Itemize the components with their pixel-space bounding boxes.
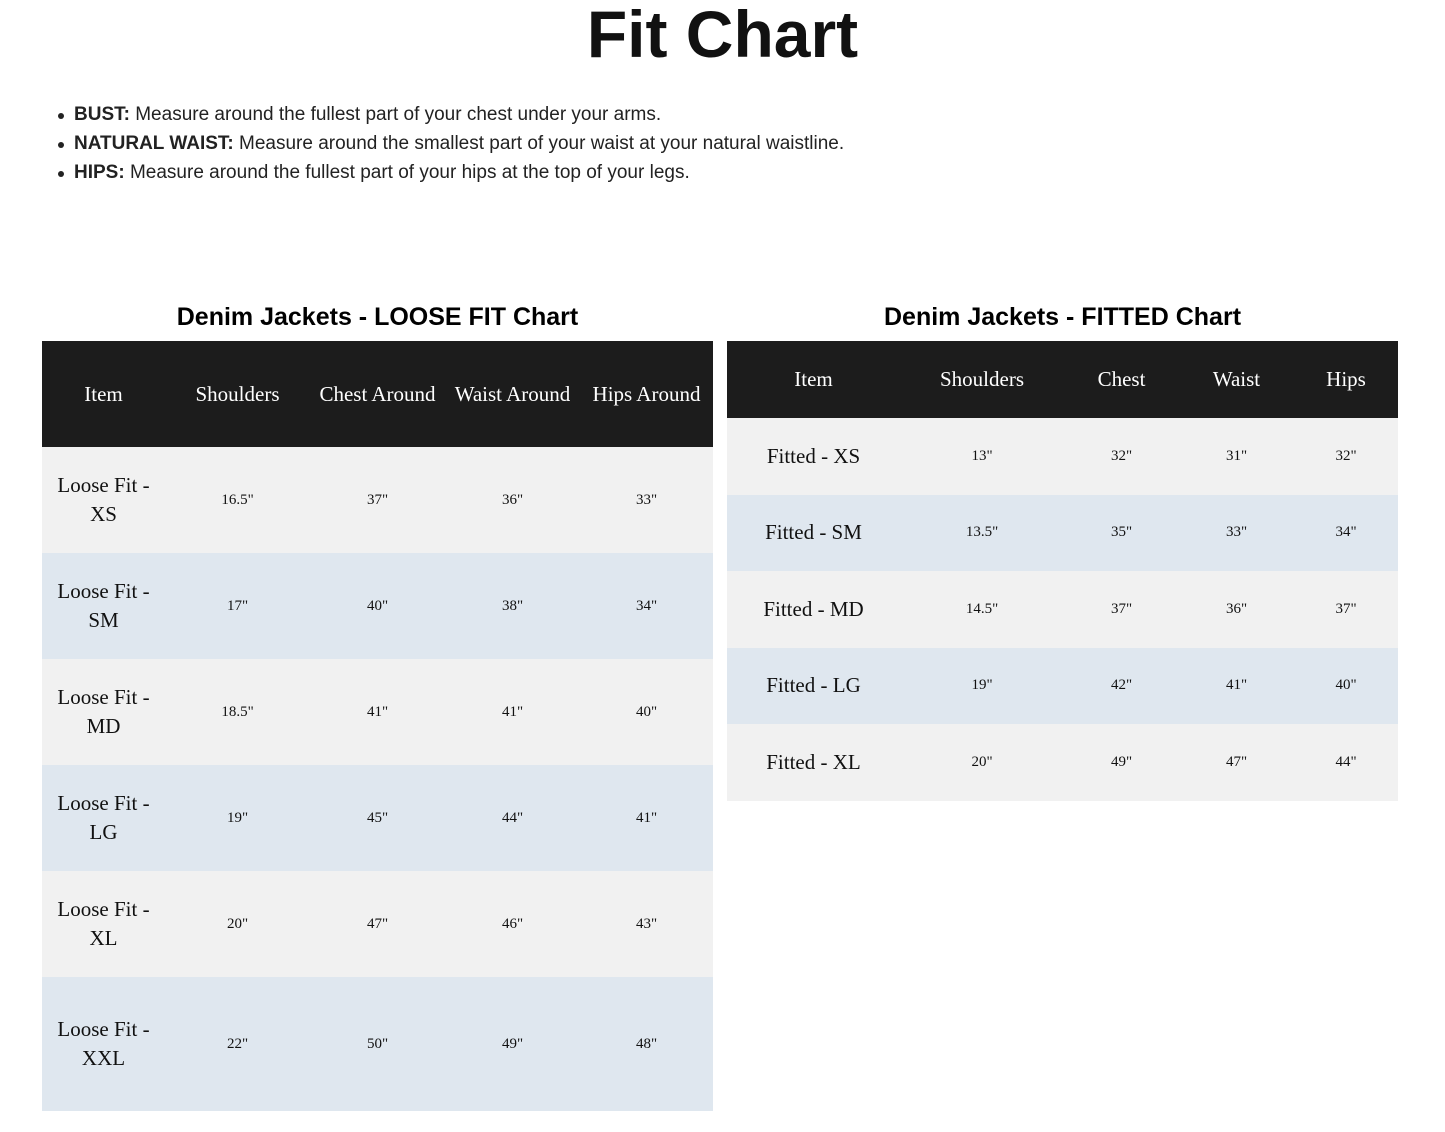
- loose-chart-title: Denim Jackets - LOOSE FIT Chart: [176, 303, 579, 331]
- item-cell: Fitted - XS: [727, 418, 900, 495]
- item-cell: Loose Fit - MD: [42, 659, 165, 765]
- waist-cell: 31": [1179, 418, 1294, 495]
- hips-cell: 32": [1294, 418, 1398, 495]
- measurement-guide: [56, 100, 844, 187]
- waist-cell: 46": [445, 871, 580, 977]
- shoulders-cell: 16.5": [165, 447, 310, 553]
- hips-cell: 40": [580, 659, 713, 765]
- item-cell: Fitted - XL: [727, 724, 900, 801]
- hips-cell: 34": [580, 553, 713, 659]
- shoulders-cell: 19": [165, 765, 310, 871]
- header-item: Item: [727, 341, 900, 418]
- item-cell: Loose Fit - XXL: [42, 977, 165, 1111]
- hips-cell: 41": [580, 765, 713, 871]
- shoulders-cell: 18.5": [165, 659, 310, 765]
- item-cell: Loose Fit - XL: [42, 871, 165, 977]
- chest-cell: 32": [1064, 418, 1179, 495]
- chest-cell: 42": [1064, 648, 1179, 725]
- chest-cell: 41": [310, 659, 445, 765]
- waist-cell: 47": [1179, 724, 1294, 801]
- shoulders-cell: 14.5": [900, 571, 1064, 648]
- chest-cell: 50": [310, 977, 445, 1111]
- header-waist: Waist Around: [445, 341, 580, 447]
- header-item: Item: [42, 341, 165, 447]
- table-row: [727, 495, 1398, 572]
- item-cell: Loose Fit - SM: [42, 553, 165, 659]
- header-hips: Hips Around: [580, 341, 713, 447]
- table-row: [42, 553, 713, 659]
- chest-cell: 40": [310, 553, 445, 659]
- guide-item-hips: [56, 158, 844, 187]
- chest-cell: 37": [310, 447, 445, 553]
- chest-cell: 47": [310, 871, 445, 977]
- header-chest: Chest: [1064, 341, 1179, 418]
- waist-cell: 49": [445, 977, 580, 1111]
- header-hips: Hips: [1294, 341, 1398, 418]
- hips-cell: 33": [580, 447, 713, 553]
- table-row: [42, 871, 713, 977]
- header-waist: Waist: [1179, 341, 1294, 418]
- shoulders-cell: 17": [165, 553, 310, 659]
- waist-cell: 33": [1179, 495, 1294, 572]
- header-shoulders: Shoulders: [900, 341, 1064, 418]
- item-cell: Fitted - SM: [727, 495, 900, 572]
- table-row: [42, 765, 713, 871]
- table-header-row: [727, 341, 1398, 418]
- chest-cell: 37": [1064, 571, 1179, 648]
- hips-cell: 37": [1294, 571, 1398, 648]
- page-title: Fit Chart: [586, 0, 859, 71]
- item-cell: Loose Fit - XS: [42, 447, 165, 553]
- shoulders-cell: 20": [900, 724, 1064, 801]
- guide-term: BUST:: [74, 104, 130, 125]
- table-header-row: [42, 341, 713, 447]
- table-row: [727, 571, 1398, 648]
- table-row: [42, 659, 713, 765]
- item-cell: Fitted - MD: [727, 571, 900, 648]
- guide-item-waist: [56, 129, 844, 158]
- waist-cell: 41": [1179, 648, 1294, 725]
- waist-cell: 36": [445, 447, 580, 553]
- guide-text: Measure around the fullest part of your chest under your arms.: [129, 104, 662, 125]
- hips-cell: 43": [580, 871, 713, 977]
- header-chest: Chest Around: [310, 341, 445, 447]
- hips-cell: 44": [1294, 724, 1398, 801]
- table-row: [727, 724, 1398, 801]
- table-row: [42, 977, 713, 1111]
- hips-cell: 48": [580, 977, 713, 1111]
- shoulders-cell: 19": [900, 648, 1064, 725]
- waist-cell: 44": [445, 765, 580, 871]
- shoulders-cell: 22": [165, 977, 310, 1111]
- chest-cell: 45": [310, 765, 445, 871]
- hips-cell: 40": [1294, 648, 1398, 725]
- fitted-table: [727, 341, 1398, 801]
- shoulders-cell: 20": [165, 871, 310, 977]
- guide-term: NATURAL WAIST:: [74, 133, 234, 154]
- shoulders-cell: 13.5": [900, 495, 1064, 572]
- guide-text: Measure around the fullest part of your hips at the top of your legs.: [124, 162, 690, 183]
- guide-text: Measure around the smallest part of your waist at your natural waistline.: [233, 133, 845, 154]
- guide-item-bust: [56, 100, 844, 129]
- item-cell: Fitted - LG: [727, 648, 900, 725]
- table-row: [727, 418, 1398, 495]
- table-row: [42, 447, 713, 553]
- guide-term: HIPS:: [74, 162, 125, 183]
- hips-cell: 34": [1294, 495, 1398, 572]
- waist-cell: 41": [445, 659, 580, 765]
- fitted-chart-title: Denim Jackets - FITTED Chart: [883, 303, 1242, 331]
- item-cell: Loose Fit - LG: [42, 765, 165, 871]
- loose-fit-table: [42, 341, 713, 1111]
- table-row: [727, 648, 1398, 725]
- shoulders-cell: 13": [900, 418, 1064, 495]
- chest-cell: 49": [1064, 724, 1179, 801]
- chest-cell: 35": [1064, 495, 1179, 572]
- waist-cell: 38": [445, 553, 580, 659]
- waist-cell: 36": [1179, 571, 1294, 648]
- header-shoulders: Shoulders: [165, 341, 310, 447]
